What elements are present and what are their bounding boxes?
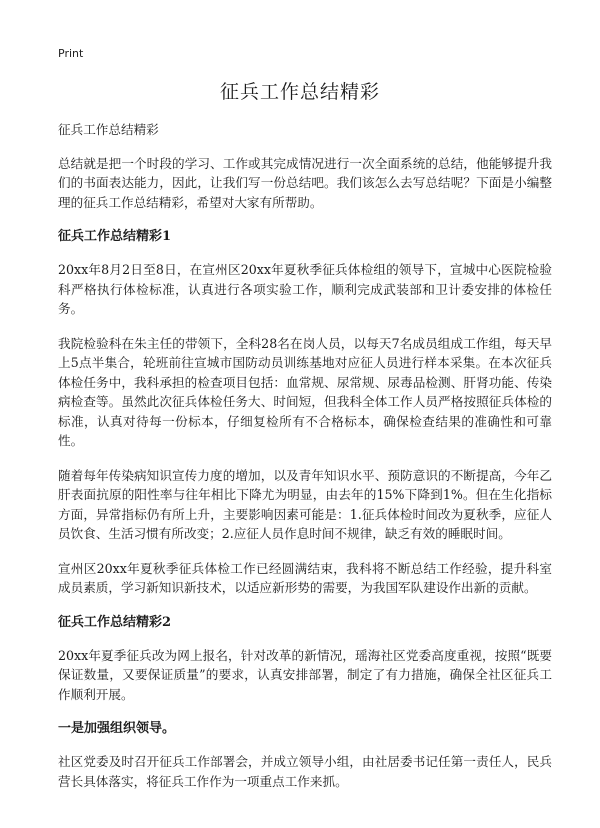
section-3-paragraph-1: 社区党委及时召开征兵工作部署会，并成立领导小组，由社居委书记任第一责任人，民兵营长具体落实，将征兵工作作为一项重点工作来抓。	[58, 754, 552, 789]
print-link[interactable]: Print	[58, 47, 84, 60]
article-body	[58, 120, 552, 806]
intro-paragraph: 总结就是把一个时段的学习、工作或其完成情况进行一次全面系统的总结，他能够提升我们的书面表达能力，因此，让我们写一份总结吧。我们该怎么去写总结呢？下面是小编整理的征兵工作总结精彩，希望对大家有所帮助。	[58, 155, 552, 210]
section-heading-2: 征兵工作总结精彩2	[58, 614, 172, 630]
article-subtitle: 征兵工作总结精彩	[58, 122, 159, 137]
page-title: 征兵工作总结精彩	[219, 81, 380, 103]
section-1-paragraph-1: 20xx年8月2日至8日，在宣州区20xx年夏秋季征兵体检组的领导下，宣城中心医院检验科严格执行体检标准，认真进行各项实验工作，顺利完成武装部和卫计委安排的体检任务。	[58, 262, 552, 316]
section-heading-1: 征兵工作总结精彩1	[58, 229, 172, 244]
section-1-paragraph-4: 宣州区20xx年夏秋季征兵体检工作已经圆满结束，我科将不断总结工作经验，提升科室成员素质，学习新知识新技术，以适应新形势的需要，为我国军队建设作出新的贡献。	[58, 560, 552, 595]
section-1-paragraph-3: 随着每年传染病知识宣传力度的增加，以及青年知识水平、预防意识的不断提高，今年乙肝表面抗原的阳性率与往年相比下降尤为明显，由去年的15%下降到1%。但在生化指标方面，异常指标仍有所上升，主要影响因素可能是：1.征兵体检时间改为夏秋季，应征人员饮食、生活习惯有所改变；2.应征人员作息时间不规律，缺乏有效的睡眠时间。	[58, 467, 552, 541]
section-2-paragraph-1: 20xx年夏季征兵改为网上报名，针对改革的新情况，瑶海社区党委高度重视，按照“既要保证数量，又要保证质量”的要求，认真安排部署，制定了有力措施，确保全社区征兵工作顺利开展。	[58, 647, 552, 702]
section-1-paragraph-2: 我院检验科在朱主任的带领下，全科28名在岗人员，以每天7名成员组成工作组，每天早上5点半集合，轮班前往宣城市国防动员训练基地对应征人员进行样本采集。在本次征兵体检任务中，我科承担的检查项目包括：血常规、尿常规、尿毒品检测、肝肾功能、传染病检查等。虽然此次征兵体检任务大、时间短，但我科全体工作人员严格按照征兵体检的标准，认真对待每一份标本，仔细复检所有不合格标本，确保检查结果的准确性和可靠性。	[58, 335, 552, 448]
section-heading-3: 一是加强组织领导。	[58, 721, 176, 736]
